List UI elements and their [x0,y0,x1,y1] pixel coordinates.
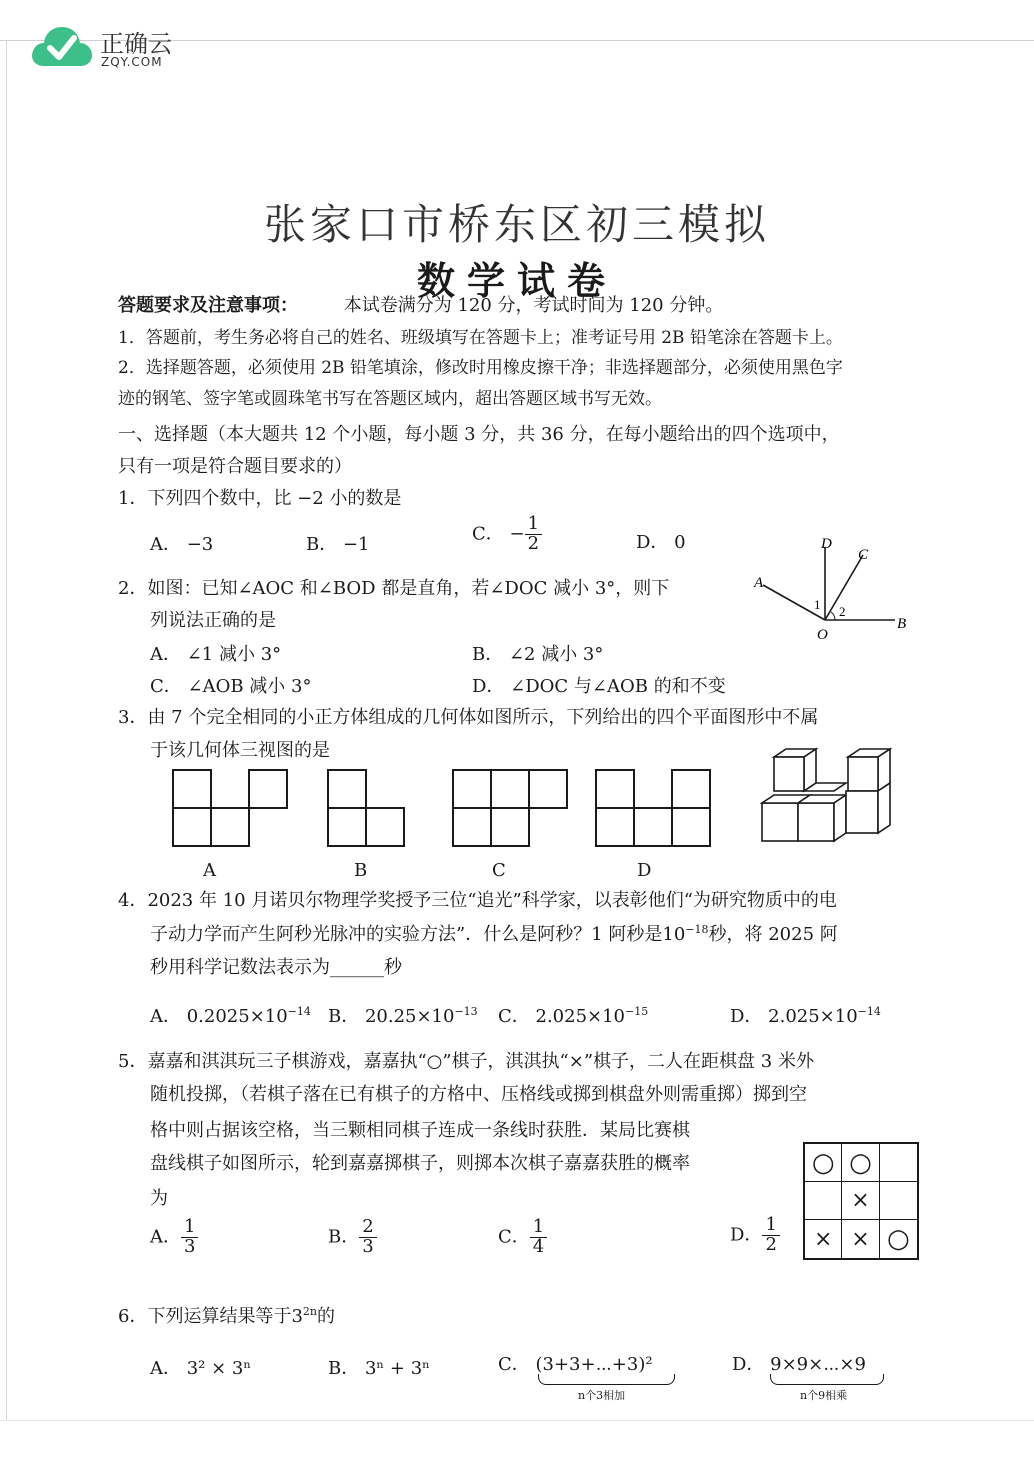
q4-power-base: 10 [662,924,686,945]
q5-stem-5: 为 [150,1188,168,1209]
q6-option-b: B． 3ⁿ + 3ⁿ [328,1358,430,1379]
view-b [328,770,404,846]
instruction-item-1: 1．答题前，考生务必将自己的姓名、班级填写在答题卡上；准考证号用 2B 铅笔涂在答题卡上。 [118,328,843,348]
q6-stem-b: 的 [317,1306,335,1327]
exam-title: 张家口市桥东区初三模拟 [263,200,770,249]
view-d-label: D [637,860,652,881]
q4-option-b-text: B． 20.25×10 [328,1006,455,1027]
q6-stem-exp: 2n [302,1305,317,1318]
board-cell: ○ [886,1224,910,1254]
label-o: O [817,627,828,643]
q6-option-a: A． 3² × 3ⁿ [150,1358,252,1379]
q5-stem-4: 盘线棋子如图所示，轮到嘉嘉掷棋子，则掷本次棋子嘉嘉获胜的概率 [150,1153,690,1174]
instruction-item-2: 2．选择题答题，必须使用 2B 铅笔填涂，修改时用橡皮擦干净；非选择题部分，必须使用黑色字 [118,358,843,378]
instructions-line [118,291,723,317]
q5-a-denominator: 3 [184,1235,196,1257]
q5-b-denominator: 3 [362,1235,374,1257]
q1-stem: 1．下列四个数中，比 −2 小的数是 [118,488,402,509]
label-angle-2: 2 [839,604,846,619]
q2-stem-cont: 列说法正确的是 [150,610,276,631]
q5-b-numerator: 2 [359,1218,376,1238]
q2-stem: 2．如图：已知∠AOC 和∠BOD 都是直角，若∠DOC 减小 3°，则下 [118,578,670,599]
view-a-label: A [203,860,216,881]
q4-stem-cont [150,920,838,946]
q5-c-denominator: 4 [532,1235,545,1257]
q4-option-a [150,1002,311,1028]
q5-option-d-fraction [762,1216,779,1255]
instruction-item-2-cont: 迹的钢笔、签字笔或圆珠笔书写在答题区域内，超出答题区域书写无效。 [118,389,662,409]
instructions-summary: 本试卷满分为 120 分，考试时间为 120 分钟。 [343,295,724,316]
board-cell: ○ [842,1144,879,1182]
q4-option-d-text: D． 2.025×10 [730,1006,858,1027]
q5-stem-3: 格中则占据该空格，当三颗相同棋子连成一条线时获胜．某局比赛棋 [150,1120,690,1141]
q1-option-c [472,515,542,554]
q5-option-b-fraction [359,1218,376,1257]
q5-option-a [150,1218,198,1257]
view-a [173,770,287,846]
q5-d-denominator: 2 [765,1233,777,1255]
page-bottom-line [0,1420,1034,1421]
q4-option-b-exp: −13 [454,1005,478,1018]
q4-option-c [498,1002,648,1028]
q4-power-exp: −18 [685,923,709,936]
view-c-label: C [492,860,506,881]
q6-c-underbrace-label: n个3相加 [578,1389,626,1402]
q4-stem-2a: 子动力学而产生阿秒光脉冲的实验方法”．什么是阿秒？1 阿秒是 [150,924,663,945]
q4-stem: 4．2023 年 10 月诺贝尔物理学奖授予三位“追光”科学家，以表彰他们“为研究物质中的电 [118,890,837,911]
q1-c-denominator: 2 [527,532,540,554]
view-d [596,770,710,846]
logo-name-en: ZQY.COM [101,55,163,69]
q4-stem-3: 秒用科学记数法表示为 [150,957,330,978]
q4-option-a-text: A． 0.2025×10 [150,1006,288,1027]
q5-option-a-fraction [181,1218,198,1257]
q5-option-b [328,1218,377,1257]
q1-option-a: A． −3 [150,534,214,555]
q1-c-numerator: 1 [525,515,542,535]
q4-stem-unit: 秒 [384,957,402,978]
board-cell: × [805,1220,842,1258]
q4-option-c-exp: −15 [625,1005,649,1018]
q6-stem [118,1302,335,1328]
board-cell [880,1182,917,1220]
q5-stem-2: 随机投掷，（若棋子落在已有棋子的方格中、压格线或掷到棋盘外则需重掷）掷到空 [150,1084,807,1105]
exam-subtitle: 数学试卷 [416,258,617,303]
q1-option-b: B． −1 [306,534,370,555]
q5-option-c-label: C． [498,1226,530,1248]
label-a: A [754,575,764,591]
instructions-heading: 答题要求及注意事项： [118,295,298,316]
q6-d-underbrace-label: n个9相乘 [800,1389,848,1402]
section-heading: 一、选择题（本大题共 12 个小题，每小题 3 分，共 36 分，在每小题给出的四个选项中， [118,424,840,445]
q4-option-d-exp: −14 [857,1005,881,1018]
q5-a-numerator: 1 [181,1218,198,1238]
label-d: D [821,536,832,552]
q2-option-c: C． ∠AOB 减小 3° [150,676,312,697]
board-cell: ○ [805,1144,842,1182]
q4-option-d [730,1002,881,1028]
q2-option-b: B． ∠2 减小 3° [472,644,604,665]
board-cell [880,1144,917,1182]
section-heading-cont: 只有一项是符合题目要求的） [118,456,352,477]
q3-stem-cont: 于该几何体三视图的是 [150,740,330,761]
label-c: C [858,547,869,563]
view-c [453,770,567,846]
board-cell [805,1182,842,1220]
q5-option-a-label: A． [150,1226,181,1248]
q4-stem-2b: 秒，将 2025 阿 [708,924,838,945]
cloud-check-icon [30,22,94,70]
q2-option-d: D． ∠DOC 与∠AOB 的和不变 [472,676,726,697]
q5-option-d [730,1216,780,1255]
q6-option-d: D． 9×9×⋯×9 [732,1354,866,1375]
q5-option-c-fraction [530,1218,547,1257]
q5-board [803,1142,919,1260]
angle-2-arc [831,612,835,620]
q5-d-numerator: 1 [762,1216,779,1236]
q3-stem: 3．由 7 个完全相同的小正方体组成的几何体如图所示，下列给出的四个平面图形中不属 [118,707,819,728]
q1-option-d: D． 0 [636,532,686,553]
q4-option-c-text: C． 2.025×10 [498,1006,626,1027]
q4-option-a-exp: −14 [287,1005,311,1018]
q3-view-options [160,760,760,855]
q1-option-c-label: C． − [472,523,525,545]
q1-option-c-fraction [525,515,542,554]
q6-option-c: C． (3+3+⋯+3)² [498,1354,653,1375]
q5-stem: 5．嘉嘉和淇淇玩三子棋游戏，嘉嘉执“○”棋子，淇淇执“×”棋子，二人在距棋盘 3 米外 [118,1051,814,1072]
q2-option-a: A． ∠1 减小 3° [150,644,282,665]
label-angle-1: 1 [814,597,821,612]
board-cell: × [842,1182,879,1220]
q4-option-b [328,1002,478,1028]
view-b-label: B [354,860,368,881]
q6-stem-base: 3 [291,1306,303,1327]
q4-answer-blank[interactable]: ______ [330,957,384,978]
q4-stem-cont-2 [150,953,402,979]
logo-name-cn: 正确云 [100,30,172,58]
q5-option-c [498,1218,547,1257]
q3-cube-solid [760,745,895,845]
q5-option-b-label: B． [328,1226,360,1248]
q6-stem-a: 6．下列运算结果等于 [118,1306,292,1327]
label-b: B [897,616,907,632]
q2-angle-figure [745,535,925,645]
q6-d-underbrace [770,1374,884,1385]
q6-c-underbrace [538,1374,675,1385]
board-cell: × [842,1220,879,1258]
q5-option-d-label: D． [730,1224,763,1246]
q5-c-numerator: 1 [530,1218,547,1238]
